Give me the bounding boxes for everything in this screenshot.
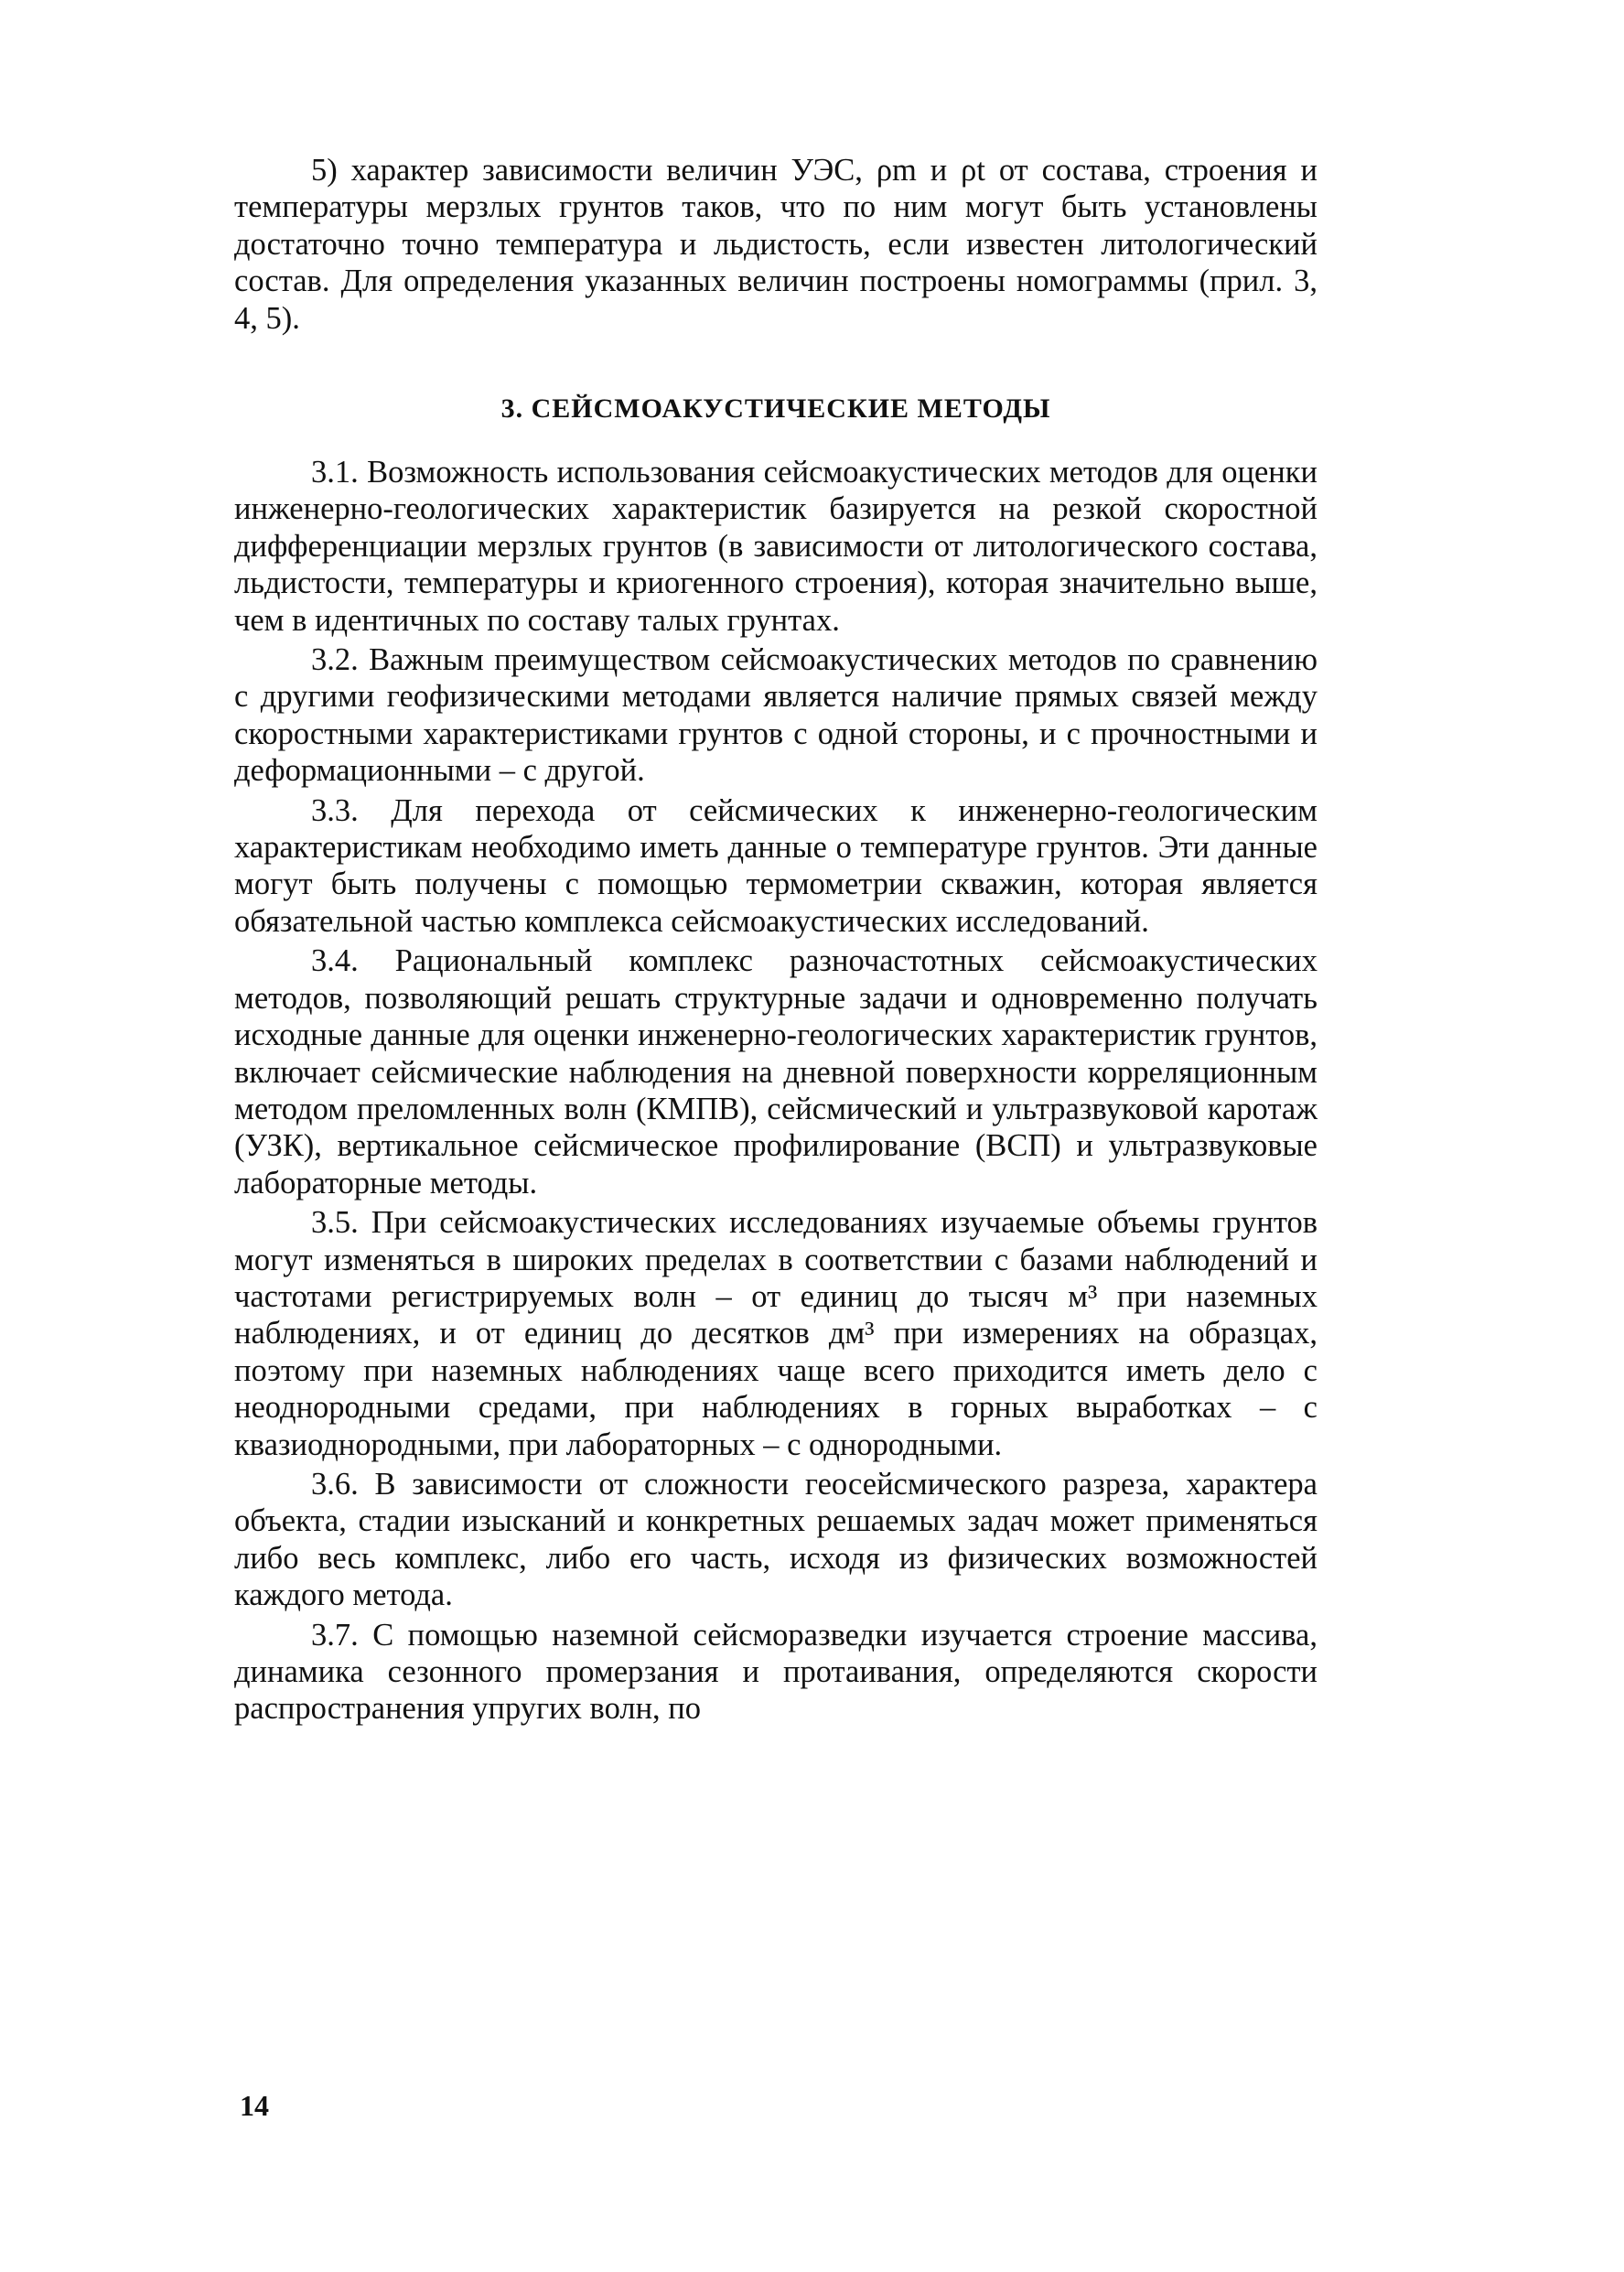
intro-block — [234, 152, 1317, 337]
paragraph-3-3: 3.3. Для перехода от сейсмических к инженерно-геологическим характеристикам необходимо иметь данные о температуре грунтов. Эти данные могут быть получены с помощью термометрии скважин, которая является обязательной частью комплекса сейсмоакустических исследований. — [234, 792, 1317, 939]
section-heading: 3. СЕЙСМОАКУСТИЧЕСКИЕ МЕТОДЫ — [500, 393, 1051, 424]
paragraph-3-7: 3.7. С помощью наземной сейсморазведки изучается строение массива, динамика сезонного промерзания и протаивания, определяются скорости распространения упругих волн, по — [234, 1617, 1317, 1727]
paragraph-3-6: 3.6. В зависимости от сложности геосейсмического разреза, характера объекта, стадии изысканий и конкретных решаемых задач может применяться либо весь комплекс, либо его часть, исходя из физических возможностей каждого метода. — [234, 1466, 1317, 1613]
section-body — [234, 454, 1317, 1728]
intro-paragraph: 5) характер зависимости величин УЭС, ρm и ρt от состава, строения и температуры мерзлых грунтов таков, что по ним могут быть установлены достаточно точно температура и льдистость, если известен литологический состав. Для определения указанных величин построены номограммы (прил. 3, 4, 5). — [234, 153, 1317, 336]
paragraph-3-5: 3.5. При сейсмоакустических исследованиях изучаемые объемы грунтов могут изменяться в широких пределах в соответствии с базами наблюдений и частотами регистрируемых волн – от единиц до тысяч м³ при наземных наблюдениях, и от единиц до десятков дм³ при измерениях на образцах, поэтому при наземных наблюдениях чаще всего приходится иметь дело с неоднородными средами, при наблюдениях в горных выработках – с квазиоднородными, при лабораторных – с однородными. — [234, 1205, 1317, 1462]
paragraph-3-1: 3.1. Возможность использования сейсмоакустических методов для оценки инженерно-геологических характеристик базируется на резкой скоростной дифференциации мерзлых грунтов (в зависимости от литологического состава, льдистости, температуры и криогенного строения), которая значительно выше, чем в идентичных по составу талых грунтах. — [234, 455, 1317, 638]
paragraph-3-2: 3.2. Важным преимуществом сейсмоакустических методов по сравнению с другими геофизическими методами является наличие прямых связей между скоростными характеристиками грунтов с одной стороны, и с прочностными и деформационными – с другой. — [234, 642, 1317, 789]
paragraph-3-4: 3.4. Рациональный комплекс разночастотных сейсмоакустических методов, позволяющий решать структурные задачи и одновременно получать исходные данные для оценки инженерно-геологических характеристик грунтов, включает сейсмические наблюдения на дневной поверхности корреляционным методом преломленных волн (КМПВ), сейсмический и ультразвуковой каротаж (УЗК), вертикальное сейсмическое профилирование (ВСП) и ультразвуковые лабораторные методы. — [234, 943, 1317, 1201]
page-number: 14 — [240, 2089, 269, 2122]
